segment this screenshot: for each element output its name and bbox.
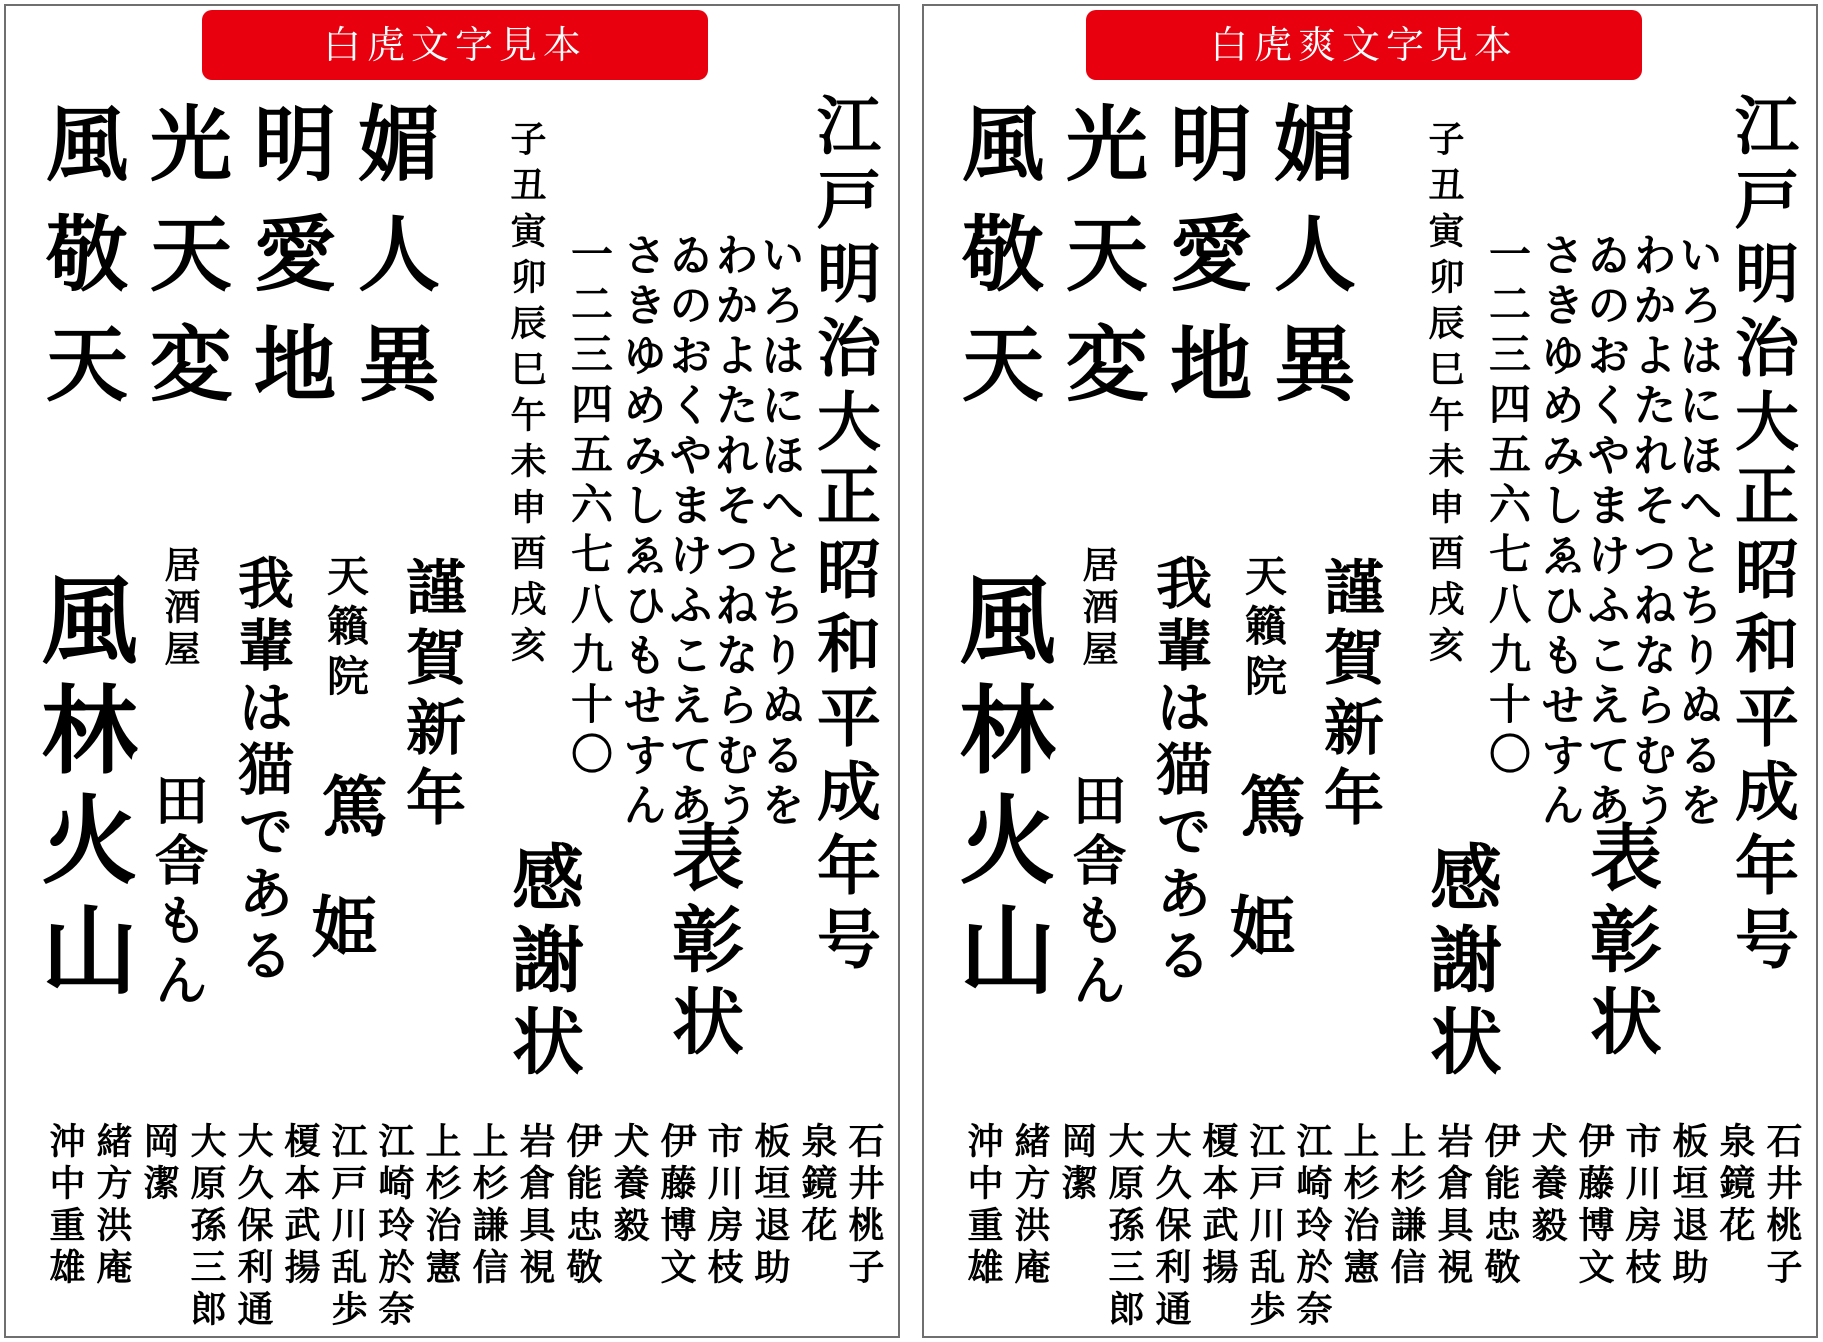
inaka-mon: 田舎もん (146, 772, 210, 1012)
sample-title-banner: 白虎文字見本 (202, 10, 708, 80)
big-idioms (962, 97, 1379, 413)
name-column: 石井桃子 (843, 1122, 885, 1290)
idiom-row: 風光明媚 (46, 97, 463, 193)
name-column: 岩倉具視 (514, 1122, 556, 1290)
name-column: 大原孫三郎 (1103, 1122, 1145, 1332)
sample-sheet-hakko-so (922, 4, 1818, 1338)
atsu-char: 篤 (1228, 772, 1306, 838)
iroha-column: いろはにほへとちりぬるを (753, 232, 804, 832)
hime-char: 姫 (1218, 892, 1296, 958)
name-column: 伊能忠敬 (1479, 1122, 1521, 1290)
furin-kazan: 風林火山 (26, 570, 139, 1010)
name-column: 市川房枝 (1620, 1122, 1662, 1290)
idiom-row: 天変地異 (962, 317, 1379, 413)
neko-phrase: 我輩は猫である (229, 554, 295, 988)
hyosho-jo: 表彰状 (1578, 820, 1663, 1066)
kansha-jo: 感謝状 (1418, 840, 1503, 1086)
sample-sheet-hakko (4, 4, 900, 1338)
kansha-jo: 感謝状 (500, 840, 585, 1086)
name-column: 岡潔 (1056, 1122, 1098, 1206)
izakaya: 居酒屋 (1077, 546, 1119, 672)
era-names-column: 江戸明治大正昭和平成年号 (806, 92, 881, 980)
iroha-column: わかよたれそつねならむう (1625, 232, 1676, 832)
name-column: 岡潔 (138, 1122, 180, 1206)
zodiac-column: 子丑寅卯辰巳午未申酉戌亥 (505, 120, 547, 672)
name-column: 犬養毅 (608, 1122, 650, 1248)
name-column: 緒方洪庵 (91, 1122, 133, 1290)
tenrai-in: 天籟院 (1239, 554, 1288, 704)
name-column: 江戸川乱歩 (1244, 1122, 1286, 1332)
name-column: 榎本武揚 (1197, 1122, 1239, 1290)
name-column: 上杉謙信 (467, 1122, 509, 1290)
name-column: 泉鏡花 (796, 1122, 838, 1248)
iroha-column: ゐのおくやまけふこえてあ (1579, 232, 1630, 832)
name-column: 大久保利通 (1150, 1122, 1192, 1332)
atsu-char: 篤 (310, 772, 388, 838)
hyosho-jo: 表彰状 (660, 820, 745, 1066)
name-column: 上杉治憲 (420, 1122, 462, 1290)
big-idioms (46, 97, 463, 413)
iroha-column: ゐのおくやまけふこえてあ (661, 232, 712, 832)
kinga-shinnen: 謹賀新年 (396, 556, 466, 836)
izakaya: 居酒屋 (159, 546, 201, 672)
name-column: 上杉謙信 (1385, 1122, 1427, 1290)
inaka-mon: 田舎もん (1064, 772, 1128, 1012)
name-column: 緒方洪庵 (1009, 1122, 1051, 1290)
zodiac-column: 子丑寅卯辰巳午未申酉戌亥 (1423, 120, 1465, 672)
tenrai-in: 天籟院 (321, 554, 370, 704)
name-column: 伊藤博文 (1573, 1122, 1615, 1290)
name-column: 大原孫三郎 (185, 1122, 227, 1332)
name-column: 榎本武揚 (279, 1122, 321, 1290)
name-column: 沖中重雄 (44, 1122, 86, 1290)
numerals-column: 一二三四五六七八九十〇 (565, 232, 614, 782)
name-column: 伊藤博文 (655, 1122, 697, 1290)
name-column: 上杉治憲 (1338, 1122, 1380, 1290)
furin-kazan: 風林火山 (944, 570, 1057, 1010)
name-column: 犬養毅 (1526, 1122, 1568, 1248)
iroha-column: わかよたれそつねならむう (707, 232, 758, 832)
sample-title-banner: 白虎爽文字見本 (1086, 10, 1642, 80)
hime-char: 姫 (300, 892, 378, 958)
iroha-column: いろはにほへとちりぬるを (1671, 232, 1722, 832)
neko-phrase: 我輩は猫である (1147, 554, 1213, 988)
name-column: 板垣退助 (749, 1122, 791, 1290)
name-column: 伊能忠敬 (561, 1122, 603, 1290)
idiom-row: 天変地異 (46, 317, 463, 413)
name-column: 板垣退助 (1667, 1122, 1709, 1290)
iroha-column: さきゆめみしゑひもせすん (1533, 232, 1584, 832)
name-column: 沖中重雄 (962, 1122, 1004, 1290)
idiom-row: 敬天愛人 (962, 207, 1379, 303)
numerals-column: 一二三四五六七八九十〇 (1483, 232, 1532, 782)
name-column: 石井桃子 (1761, 1122, 1803, 1290)
name-column: 泉鏡花 (1714, 1122, 1756, 1248)
idiom-row: 敬天愛人 (46, 207, 463, 303)
kinga-shinnen: 謹賀新年 (1314, 556, 1384, 836)
name-column: 江崎玲於奈 (373, 1122, 415, 1332)
era-names-column: 江戸明治大正昭和平成年号 (1724, 92, 1799, 980)
name-column: 市川房枝 (702, 1122, 744, 1290)
name-column: 江崎玲於奈 (1291, 1122, 1333, 1332)
name-column: 大久保利通 (232, 1122, 274, 1332)
iroha-column: さきゆめみしゑひもせすん (615, 232, 666, 832)
name-column: 岩倉具視 (1432, 1122, 1474, 1290)
name-column: 江戸川乱歩 (326, 1122, 368, 1332)
idiom-row: 風光明媚 (962, 97, 1379, 193)
